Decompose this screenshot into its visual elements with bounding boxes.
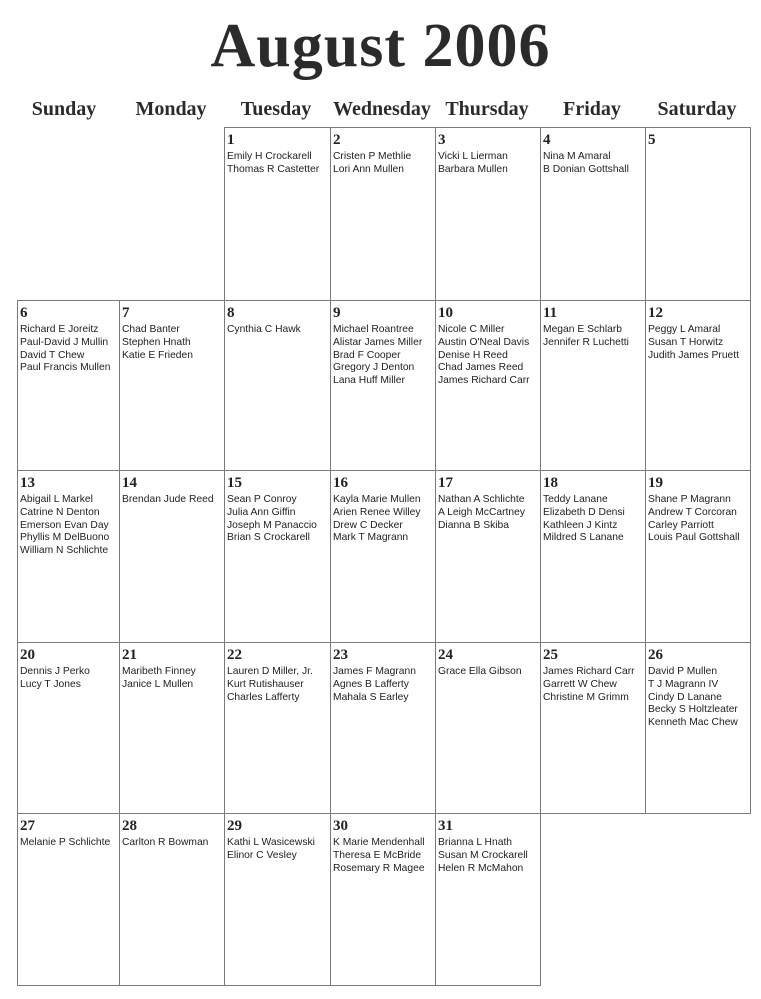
day-cell-20 <box>17 642 120 814</box>
birthday-name: Drew C Decker <box>333 519 403 531</box>
weekday-header-monday: Monday <box>135 98 207 120</box>
birthday-name: Joseph M Panaccio <box>227 519 317 531</box>
birthday-name: James Richard Carr <box>438 375 530 387</box>
birthday-name: Lauren D Miller, Jr. <box>227 666 313 677</box>
birthday-list <box>20 837 119 850</box>
birthday-name: Brian S Crockarell <box>227 532 310 544</box>
day-number: 1 <box>227 132 235 148</box>
birthday-name: Shane P Magrann <box>648 494 731 505</box>
day-cell-13 <box>17 470 120 643</box>
day-cell-2 <box>330 127 436 301</box>
birthday-name: Judith James Pruett <box>648 349 739 361</box>
weekday-header-wednesday: Wednesday <box>333 98 431 120</box>
birthday-name: Nicole C Miller <box>438 324 505 335</box>
birthday-name: Alistar James Miller <box>333 336 423 348</box>
birthday-name: Arien Renee Willey <box>333 506 421 518</box>
birthday-list <box>20 666 119 692</box>
birthday-name: Becky S Holtzleater <box>648 704 738 716</box>
day-number: 27 <box>20 818 35 834</box>
birthday-name: Teddy Lanane <box>543 494 608 505</box>
day-number: 26 <box>648 647 663 663</box>
birthday-name: Austin O'Neal Davis <box>438 336 530 348</box>
day-cell-31 <box>435 813 541 986</box>
birthday-name: Maribeth Finney <box>122 666 196 677</box>
day-number: 3 <box>438 132 446 148</box>
birthday-name: Rosemary R Magee <box>333 862 425 874</box>
day-number: 17 <box>438 475 453 491</box>
birthday-list <box>122 324 224 362</box>
birthday-list <box>20 324 119 375</box>
birthday-name: B Donian Gottshall <box>543 163 629 175</box>
day-cell-9 <box>330 300 436 471</box>
day-number: 20 <box>20 647 35 663</box>
day-cell-28 <box>119 813 225 986</box>
day-cell-5 <box>645 127 751 301</box>
birthday-name: Cindy D Lanane <box>648 691 722 703</box>
day-cell-6 <box>17 300 120 471</box>
birthday-name: Kathleen J Kintz <box>543 519 618 531</box>
birthday-name: Paul Francis Mullen <box>20 362 111 374</box>
weekday-header-saturday: Saturday <box>657 98 737 120</box>
day-cell-12 <box>645 300 751 471</box>
day-cell-22 <box>224 642 331 814</box>
birthday-name: Denise H Reed <box>438 349 508 361</box>
birthday-name: Barbara Mullen <box>438 163 508 175</box>
day-number: 7 <box>122 305 130 321</box>
birthday-list <box>543 494 645 545</box>
birthday-name: Gregory J Denton <box>333 362 415 374</box>
birthday-list <box>122 837 224 850</box>
birthday-name: Christine M Grimm <box>543 691 629 703</box>
birthday-name: Susan T Horwitz <box>648 336 724 348</box>
birthday-list <box>648 324 750 362</box>
day-cell-30 <box>330 813 436 986</box>
page-title: August 2006 <box>210 12 551 80</box>
day-cell-10 <box>435 300 541 471</box>
birthday-name: Peggy L Amaral <box>648 324 721 335</box>
birthday-name: Kathi L Wasicewski <box>227 837 315 848</box>
weekday-header-friday: Friday <box>563 98 621 120</box>
birthday-list <box>438 837 540 875</box>
day-cell-8 <box>224 300 331 471</box>
day-cell-4 <box>540 127 646 301</box>
day-number: 31 <box>438 818 453 834</box>
birthday-name: Mahala S Earley <box>333 691 409 703</box>
birthday-name: Agnes B Lafferty <box>333 678 409 690</box>
day-number: 18 <box>543 475 558 491</box>
day-cell-7 <box>119 300 225 471</box>
birthday-name: James Richard Carr <box>543 666 635 677</box>
birthday-name: Cynthia C Hawk <box>227 324 301 335</box>
day-cell-18 <box>540 470 646 643</box>
weekday-header-tuesday: Tuesday <box>240 98 312 120</box>
birthday-name: Cristen P Methlie <box>333 151 412 162</box>
weekday-header-sunday: Sunday <box>31 98 97 120</box>
birthday-list <box>333 151 435 177</box>
birthday-list <box>333 494 435 545</box>
day-number: 5 <box>648 132 656 148</box>
birthday-list <box>438 151 540 177</box>
birthday-name: Jennifer R Luchetti <box>543 336 629 348</box>
birthday-list <box>333 837 435 875</box>
birthday-name: Thomas R Castetter <box>227 163 320 175</box>
birthday-name: Brendan Jude Reed <box>122 494 214 505</box>
day-cell-23 <box>330 642 436 814</box>
birthday-name: Chad James Reed <box>438 362 524 374</box>
birthday-name: David T Chew <box>20 349 85 361</box>
birthday-list <box>648 666 750 730</box>
birthday-name: Kenneth Mac Chew <box>648 717 738 729</box>
birthday-name: Elinor C Vesley <box>227 849 297 861</box>
day-cell-19 <box>645 470 751 643</box>
birthday-name: Carley Parriott <box>648 519 714 531</box>
day-cell-14 <box>119 470 225 643</box>
day-cell-25 <box>540 642 646 814</box>
day-cell-21 <box>119 642 225 814</box>
birthday-list <box>438 494 540 532</box>
birthday-list <box>227 494 330 545</box>
day-cell-1 <box>224 127 331 301</box>
birthday-list <box>122 666 224 692</box>
birthday-name: Melanie P Schlichte <box>20 837 111 848</box>
weekday-header-thursday: Thursday <box>445 98 529 120</box>
day-number: 22 <box>227 647 242 663</box>
day-cell-24 <box>435 642 541 814</box>
birthday-name: Katie E Frieden <box>122 349 193 361</box>
birthday-name: Kayla Marie Mullen <box>333 494 421 505</box>
birthday-name: Phyllis M DelBuono <box>20 532 110 544</box>
birthday-list <box>543 151 645 177</box>
birthday-list <box>227 324 330 337</box>
birthday-name: Emerson Evan Day <box>20 519 109 531</box>
birthday-name: Richard E Joreitz <box>20 324 99 335</box>
day-cell-16 <box>330 470 436 643</box>
birthday-name: Susan M Crockarell <box>438 849 528 861</box>
birthday-list <box>20 494 119 558</box>
day-number: 23 <box>333 647 348 663</box>
birthday-name: Garrett W Chew <box>543 678 617 690</box>
birthday-list <box>227 837 330 863</box>
day-number: 6 <box>20 305 28 321</box>
day-number: 19 <box>648 475 663 491</box>
birthday-name: Janice L Mullen <box>122 678 194 690</box>
day-number: 13 <box>20 475 35 491</box>
day-number: 29 <box>227 818 242 834</box>
day-number: 24 <box>438 647 453 663</box>
day-number: 12 <box>648 305 663 321</box>
birthday-name: A Leigh McCartney <box>438 506 525 518</box>
birthday-name: William N Schlichte <box>20 545 109 557</box>
birthday-name: Mark T Magrann <box>333 532 409 544</box>
day-number: 9 <box>333 305 341 321</box>
birthday-name: Chad Banter <box>122 324 180 335</box>
birthday-name: Michael Roantree <box>333 324 414 335</box>
birthday-list <box>648 494 750 545</box>
birthday-name: Brianna L Hnath <box>438 837 513 848</box>
day-number: 2 <box>333 132 341 148</box>
birthday-name: Stephen Hnath <box>122 336 191 348</box>
day-number: 21 <box>122 647 137 663</box>
day-cell-27 <box>17 813 120 986</box>
birthday-name: K Marie Mendenhall <box>333 837 425 848</box>
day-number: 14 <box>122 475 137 491</box>
birthday-name: Emily H Crockarell <box>227 151 312 162</box>
birthday-list <box>543 666 645 704</box>
birthday-name: Lana Huff Miller <box>333 375 405 387</box>
day-number: 28 <box>122 818 137 834</box>
day-cell-17 <box>435 470 541 643</box>
birthday-name: Kurt Rutishauser <box>227 678 304 690</box>
birthday-name: Dianna B Skiba <box>438 519 509 531</box>
birthday-name: Elizabeth D Densi <box>543 506 625 518</box>
birthday-name: Julia Ann Giffin <box>227 506 296 518</box>
birthday-name: Nathan A Schlichte <box>438 494 525 505</box>
birthday-list <box>438 324 540 388</box>
birthday-name: David P Mullen <box>648 666 718 677</box>
birthday-name: Theresa E McBride <box>333 849 422 861</box>
birthday-list <box>227 151 330 177</box>
birthday-name: Grace Ella Gibson <box>438 666 522 677</box>
birthday-name: T J Magrann IV <box>648 678 719 690</box>
birthday-name: Catrine N Denton <box>20 506 100 518</box>
day-number: 4 <box>543 132 551 148</box>
birthday-name: Vicki L Lierman <box>438 151 508 162</box>
birthday-name: Mildred S Lanane <box>543 532 624 544</box>
birthday-name: Nina M Amaral <box>543 151 611 162</box>
birthday-list <box>543 324 645 350</box>
day-number: 30 <box>333 818 348 834</box>
birthday-name: Carlton R Bowman <box>122 837 209 848</box>
day-number: 8 <box>227 305 235 321</box>
birthday-list <box>333 324 435 388</box>
birthday-name: Andrew T Corcoran <box>648 506 737 518</box>
day-cell-15 <box>224 470 331 643</box>
birthday-name: Helen R McMahon <box>438 862 524 874</box>
birthday-name: Brad F Cooper <box>333 349 401 361</box>
day-number: 10 <box>438 305 453 321</box>
day-number: 11 <box>543 305 558 321</box>
day-number: 15 <box>227 475 242 491</box>
day-cell-29 <box>224 813 331 986</box>
day-number: 16 <box>333 475 348 491</box>
birthday-name: Megan E Schlarb <box>543 324 622 335</box>
birthday-name: Lori Ann Mullen <box>333 163 404 175</box>
birthday-name: Charles Lafferty <box>227 691 300 703</box>
birthday-list <box>438 666 540 679</box>
day-cell-26 <box>645 642 751 814</box>
birthday-name: Abigail L Markel <box>20 494 93 505</box>
birthday-list <box>333 666 435 704</box>
birthday-list <box>122 494 224 507</box>
birthday-name: Louis Paul Gottshall <box>648 532 740 544</box>
birthday-name: Paul-David J Mullin <box>20 336 109 348</box>
birthday-name: James F Magrann <box>333 666 416 677</box>
birthday-name: Dennis J Perko <box>20 666 90 677</box>
birthday-name: Sean P Conroy <box>227 494 297 505</box>
day-cell-11 <box>540 300 646 471</box>
birthday-name: Lucy T Jones <box>20 678 81 690</box>
day-number: 25 <box>543 647 558 663</box>
day-cell-3 <box>435 127 541 301</box>
birthday-list <box>227 666 330 704</box>
